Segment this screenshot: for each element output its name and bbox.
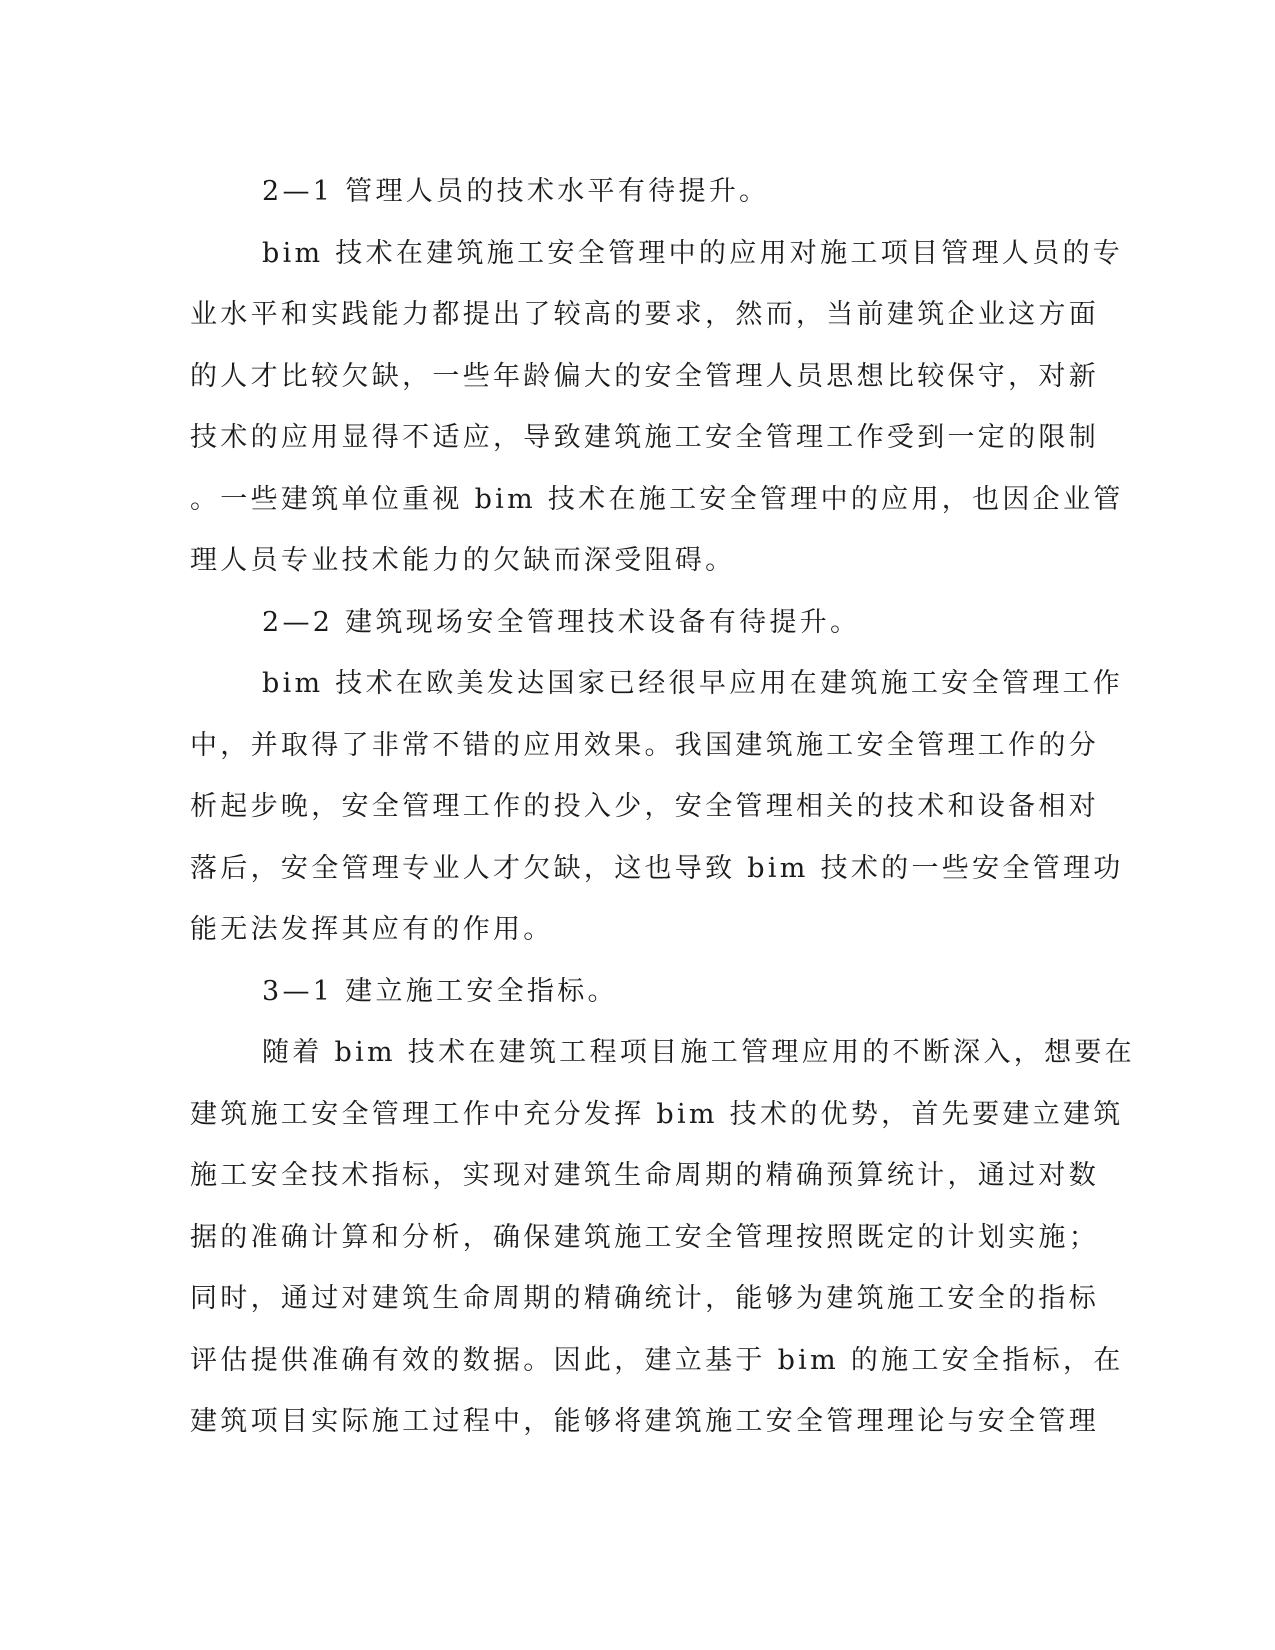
paragraph-line: 析起步晚，安全管理工作的投入少，安全管理相关的技术和设备相对 [190, 791, 1099, 822]
paragraph-line: 评估提供准确有效的数据。因此，建立基于 bim 的施工安全指标，在 [190, 1344, 1124, 1376]
paragraph-line: 建筑项目实际施工过程中，能够将建筑施工安全管理理论与安全管理 [190, 1406, 1099, 1437]
paragraph-line: 落后，安全管理专业人才欠缺，这也导致 bim 技术的一些安全管理功 [190, 852, 1124, 884]
paragraph-line: 技术的应用显得不适应，导致建筑施工安全管理工作受到一定的限制 [190, 422, 1099, 453]
paragraph-line: 的人才比较欠缺，一些年龄偏大的安全管理人员思想比较保守，对新 [190, 360, 1099, 392]
paragraph-line: 施工安全技术指标，实现对建筑生命周期的精确预算统计，通过对数 [190, 1160, 1099, 1191]
paragraph-line: 。一些建筑单位重视 bim 技术在施工安全管理中的应用，也因企业管 [190, 483, 1124, 515]
paragraph-line: 建筑施工安全管理工作中充分发挥 bim 技术的优势，首先要建立建筑 [190, 1098, 1124, 1130]
paragraph-line: 能无法发挥其应有的作用。 [190, 914, 554, 945]
section-heading-2-2: 2—2 建筑现场安全管理技术设备有待提升。 [262, 606, 861, 638]
paragraph-line: bim 技术在建筑施工安全管理中的应用对施工项目管理人员的专 [262, 237, 1124, 269]
section-heading-3-1: 3—1 建立施工安全指标。 [262, 975, 618, 1007]
document-body [190, 161, 1135, 1453]
paragraph-line: 理人员专业技术能力的欠缺而深受阻碍。 [190, 545, 736, 576]
paragraph-line: 业水平和实践能力都提出了较高的要求，然而，当前建筑企业这方面 [190, 299, 1099, 330]
paragraph-line: bim 技术在欧美发达国家已经很早应用在建筑施工安全管理工作 [262, 668, 1124, 699]
paragraph-line: 据的准确计算和分析，确保建筑施工安全管理按照既定的计划实施； [190, 1221, 1099, 1253]
paragraph-line: 同时，通过对建筑生命周期的精确统计，能够为建筑施工安全的指标 [190, 1283, 1099, 1314]
paragraph-line: 随着 bim 技术在建筑工程项目施工管理应用的不断深入，想要在 [262, 1037, 1135, 1068]
section-heading-2-1: 2—1 管理人员的技术水平有待提升。 [262, 176, 770, 207]
paragraph-line: 中，并取得了非常不错的应用效果。我国建筑施工安全管理工作的分 [190, 729, 1099, 761]
